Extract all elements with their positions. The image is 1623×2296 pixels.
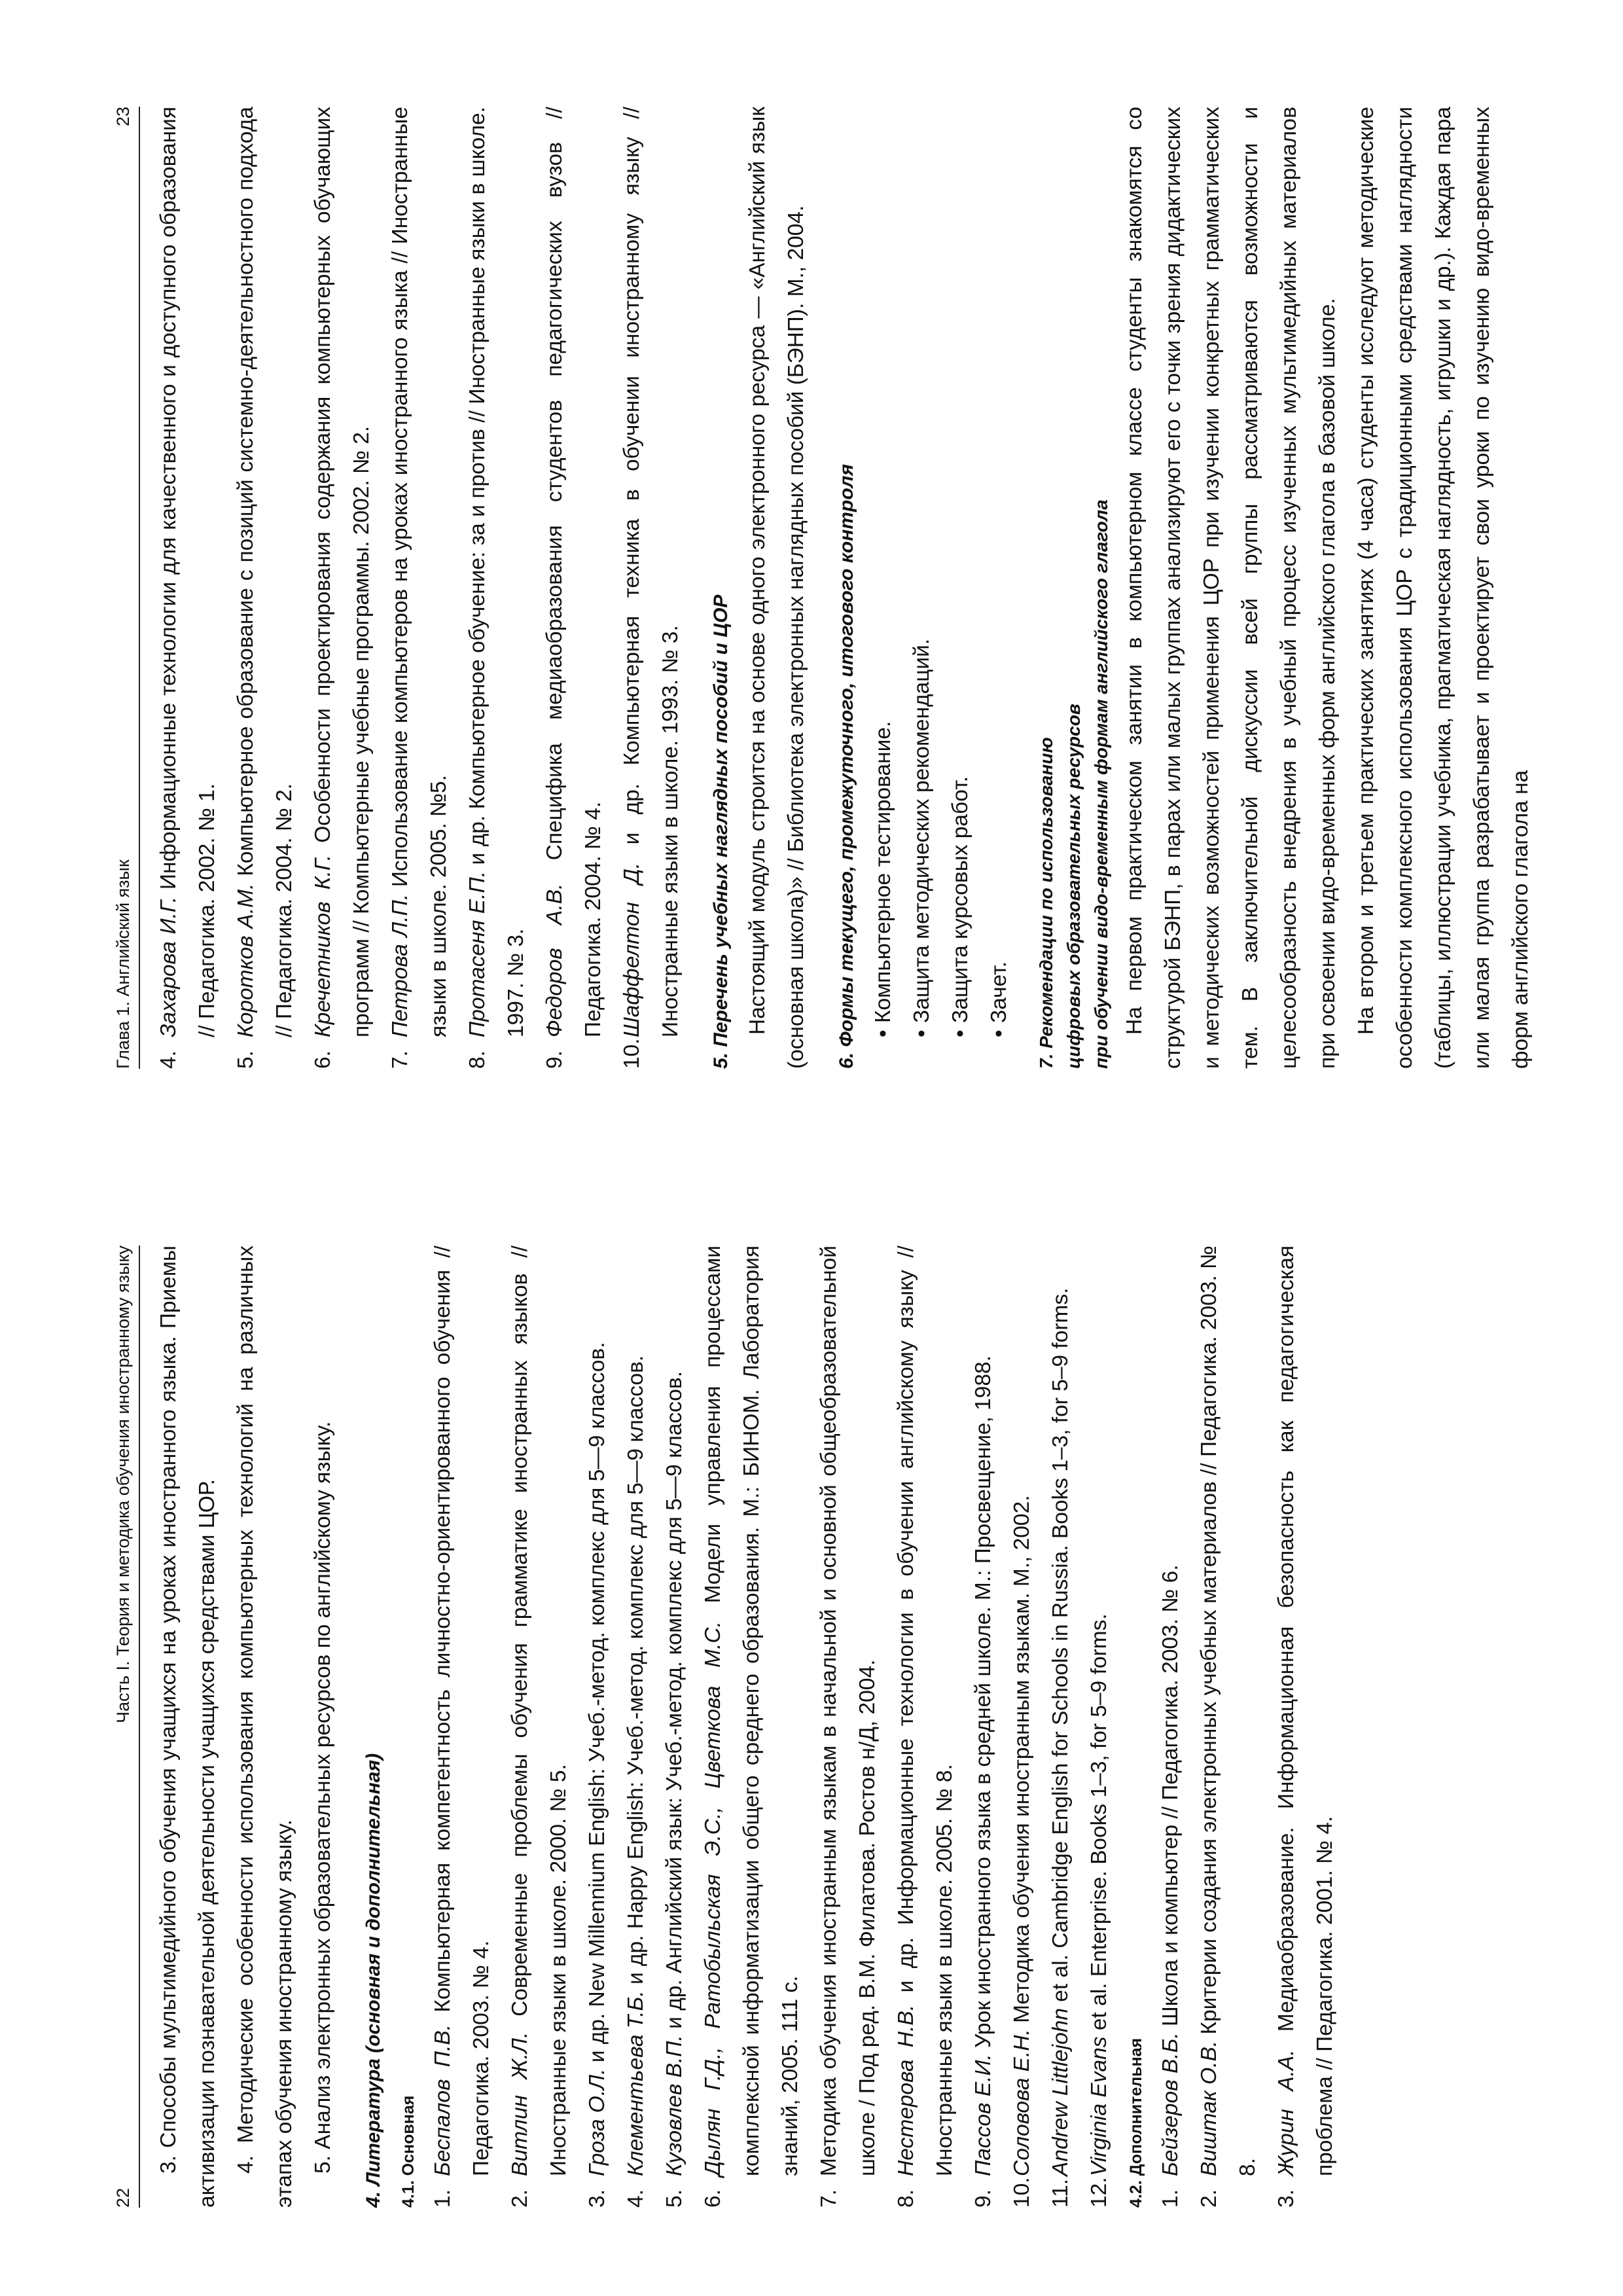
list-item: 9. Федоров А.В. Специфика медиаобразования студентов педагогических вузов // Педагогика. 2004. № 4. — [543, 107, 605, 1069]
running-head-title: Часть I. Теория и методика обучения иностранному языку — [113, 1246, 133, 1723]
list-item: 3. Журин А.А. Медиаобразование. Информационная безопасность как педагогическая проблема // Педагогика. 2001. № 4. — [1274, 1245, 1337, 2208]
list-item: 6. Дылян Г.Д., Ратобыльская Э.С., Цветкова М.С. Модели управления процессами комплексной информатизации общего среднего образования. М.: БИНОМ. Лаборатория знаний, 2005. 111 с. — [701, 1245, 802, 2208]
page-number: 22 — [113, 2187, 133, 2208]
running-head-title: Глава 1. Английский язык — [113, 859, 133, 1069]
subsection-heading-main: 4.1. Основная — [399, 2095, 418, 2208]
page-22 — [98, 1246, 1564, 2208]
section-5-paragraph: Настоящий модуль строится на основе одного электронного ресурса — «Английский язык (основная школа)» // Библиотека электронных наглядных пособий (БЭНП). М., 2004. — [745, 107, 808, 1069]
section-heading-literature: 4. Литература (основная и дополнительная) — [363, 1753, 384, 2208]
list-item: 10. Соловова Е.Н. Методика обучения иностранным языкам. М., 2002. — [1010, 1495, 1034, 2208]
bullet-item: •Компьютерное тестирование. — [871, 721, 895, 1037]
list-item: 6. Кречетников К.Г. Особенности проектирования содержания компьютерных обучающих программ // Компьютерные учебные программы. 2002. № 2. — [311, 107, 374, 1069]
section-heading-7: 7. Рекомендации по использованию — [1036, 737, 1056, 1069]
list-item: 7. Методика обучения иностранным языкам в начальной и основной общеобразовательной школе / Под ред. В.М. Филатова. Ростов н/Д, 2004. — [817, 1246, 880, 2208]
list-item: 8. Нестерова Н.В. и др. Информационные технологии в обучении английскому языку // Иностранные языки в школе. 2005. № 8. — [894, 1246, 957, 2208]
section-7-paragraph: На втором и третьем практических занятиях (4 часа) студенты исследуют методические особенности комплексного использования ЦОР с традиционными средствами наглядности (таблицы, иллюстрации учебника, прагматическая наглядность, игрушки и др.). Каждая пара или малая группа разрабатывает и проектирует свои уроки по изучению видо-временных форм английского глагола на — [1354, 107, 1533, 1069]
list-item: 4. Клементьева Т.Б. и др. Happy English: Учеб.-метод. комплекс для 5—9 классов. — [624, 1355, 648, 2208]
list-item: 1. Бейзеров В.Б. Школа и компьютер // Педагогика. 2003. № 6. — [1158, 1564, 1183, 2208]
topic-paragraph: 5. Анализ электронных образовательных ресурсов по английскому языку. — [311, 1421, 335, 2174]
list-item: 7. Петрова Л.П. Использование компьютеров на уроках иностранного языка // Иностранные языки в школе. 2005. №5. — [388, 107, 451, 1069]
bullet-item: •Защита методических рекомендаций. — [910, 638, 934, 1037]
section-heading-7-line: при обучении видо-временным формам английского глагола — [1091, 499, 1111, 1069]
list-item: 11. Andrew Littlejohn et al. Cambridge English for Schools in Russia. Books 1–3, for 5–9 forms. — [1048, 1287, 1073, 2208]
list-item: 2. Виштак О.В. Критерии создания электронных учебных материалов // Педагогика. 2003. № 8. — [1197, 1246, 1260, 2208]
list-item: 5. Коротков А.М. Компьютерное образование с позиций системно-деятельностного подхода // Педагогика. 2004. № 2. — [234, 107, 296, 1069]
list-item: 5. Кузовлев В.П. и др. Английский язык: Учеб.-метод. комплекс для 5—9 классов. — [662, 1371, 687, 2208]
list-item: 8. Протасеня Е.П. и др. Компьютерное обучение: за и против // Иностранные языки в школе. 1997. № 3. — [465, 107, 528, 1069]
list-item: 2. Витлин Ж.Л. Современные проблемы обучения грамматике иностранных языков // Иностранные языки в школе. 2000. № 5. — [508, 1246, 571, 2208]
page-23 — [98, 107, 1564, 1069]
extra-literature-list — [1151, 1246, 1344, 2208]
bullet-item: •Зачет. — [987, 961, 1011, 1037]
bullet-item: •Защита курсовых работ. — [948, 776, 972, 1037]
running-head-right — [98, 107, 140, 1069]
list-item: 10. Шаффелтон Д. и др. Компьютерная техника в обучении иностранному языку // Иностранные языки в школе. 1993. № 3. — [620, 106, 683, 1069]
list-item: 1. Беспалов П.В. Компьютерная компетентность личностно-ориентированного обучения // Педагогика. 2003. № 4. — [431, 1246, 493, 2208]
page-number: 23 — [113, 107, 133, 127]
list-item: 3. Гроза О.Л. и др. New Millennium English: Учеб.-метод. комплекс для 5—9 классов. — [585, 1342, 609, 2208]
section-heading-7-line: цифровых образовательных ресурсов — [1063, 704, 1084, 1069]
main-literature-list — [423, 1246, 1118, 2208]
list-item: 4. Захарова И.Г. Информационные технологии для качественного и доступного образования // Педагогика. 2002. № 1. — [156, 107, 219, 1069]
section-heading-5: 5. Перечень учебных наглядных пособий и ЦОР — [710, 594, 732, 1069]
running-head-left — [98, 1246, 140, 2208]
section-7-paragraph: На первом практическом занятии в компьютерном классе студенты знакомятся со структурой БЭНП, в парах или малых группах анализируют его с точки зрения дидактических и методических возможностей применения ЦОР при изучении конкретных грамматических тем. В заключительной дискуссии всей группы рассматриваются возможности и целесообразность внедрения в учебный процесс изученных мультимедийных материалов при освоении видо-временных форм английского глагола в базовой школе. — [1122, 107, 1340, 1069]
topic-paragraph: 4. Методические особенности использования компьютерных технологий на различных этапах обучения иностранному языку. — [234, 1246, 296, 2208]
list-item: 9. Пассов Е.И. Урок иностранного языка в средней школе. М.: Просвещение, 1988. — [971, 1355, 995, 2208]
continued-literature-list — [149, 107, 690, 1069]
list-item: 12. Virginia Evans et al. Enterprise. Books 1–3, for 5–9 forms. — [1087, 1613, 1111, 2208]
section-heading-6: 6. Формы текущего, промежуточного, итогового контроля — [836, 464, 857, 1069]
topic-paragraph: 3. Способы мультимедийного обучения учащихся на уроках иностранного языка. Приемы активизации познавательной деятельности учащихся средствами ЦОР. — [156, 1246, 219, 2208]
subsection-heading-extra: 4.2. Дополнительная — [1127, 2037, 1145, 2208]
